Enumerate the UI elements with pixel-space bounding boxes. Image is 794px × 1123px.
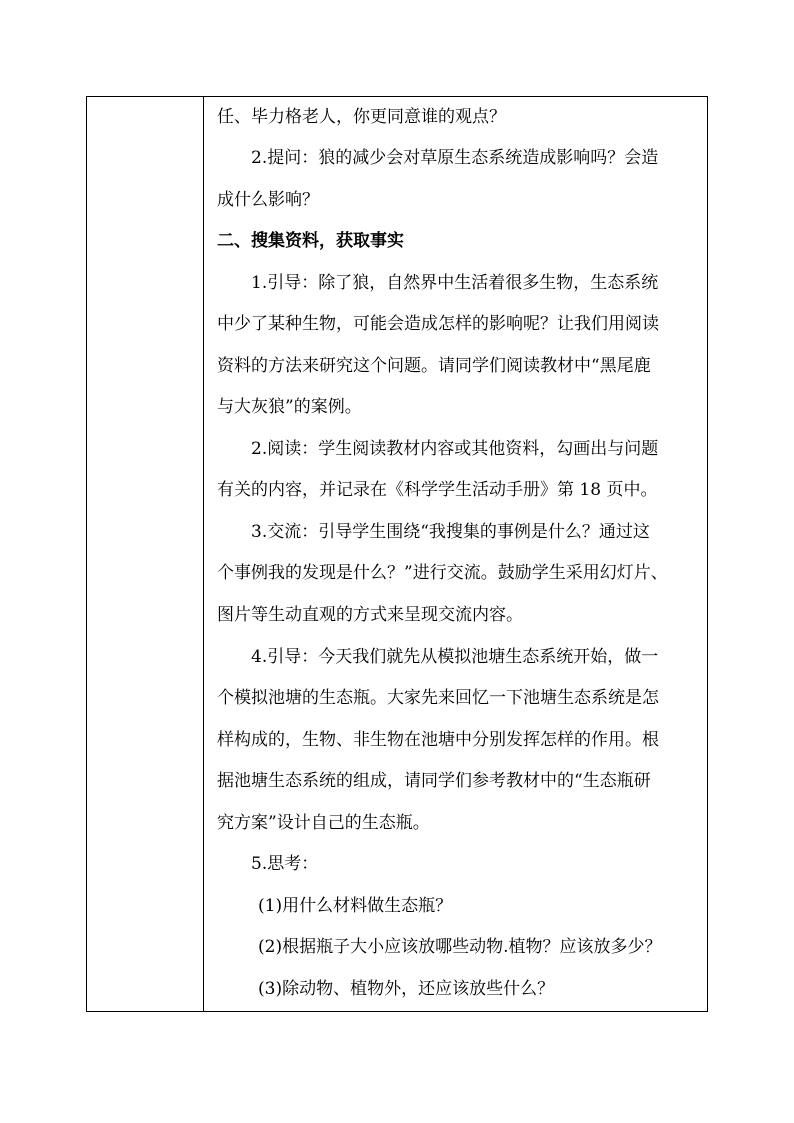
text-line: 个事例我的发现是什么？”进行交流。鼓励学生采用幻灯片、 [217,563,668,583]
text-line: 2.阅读：学生阅读教材内容或其他资料，勾画出与问题 [251,439,659,459]
text-line: 个模拟池塘的生态瓶。大家先来回忆一下池塘生态系统是怎 [217,688,659,708]
text-line: 2.提问：狼的减少会对草原生态系统造成影响吗？会造 [251,148,659,168]
text-line: 1.引导：除了狼，自然界中生活着很多生物，生态系统 [251,273,659,293]
question-item: (2)根据瓶子大小应该放哪些动物.植物？应该放多少？ [258,937,662,957]
text-line: 资料的方法来研究这个问题。请同学们阅读教材中“黑尾鹿 [217,356,651,376]
text-line: 任、毕力格老人，你更同意谁的观点？ [217,107,506,127]
lesson-content-cell [204,97,709,1011]
text-line: 有关的内容，并记录在《科学学生活动手册》第 18 页中。 [217,480,658,500]
text-line: 据池塘生态系统的组成，请同学们参考教材中的“生态瓶研 [217,771,651,791]
question-item: (1)用什么材料做生态瓶？ [258,896,453,916]
text-line: 中少了某种生物，可能会造成怎样的影响呢？让我们用阅读 [217,314,659,334]
lesson-table [86,96,708,1012]
section-heading: 二、搜集资料，获取事实 [217,231,404,251]
text-line: 图片等生动直观的方式来呈现交流内容。 [217,605,523,625]
text-line: 究方案”设计自己的生态瓶。 [217,813,430,833]
text-line: 与大灰狼”的案例。 [217,397,362,417]
text-line: 样构成的，生物、非生物在池塘中分别发挥怎样的作用。根 [217,730,659,750]
text-line: 4.引导：今天我们就先从模拟池塘生态系统开始，做一 [251,647,659,667]
question-item: (3)除动物、植物外，还应该放些什么？ [258,979,555,999]
text-line: 5.思考： [251,854,319,874]
text-line: 成什么影响？ [217,190,319,210]
text-line: 3.交流：引导学生围绕“我搜集的事例是什么？通过这 [251,522,650,542]
